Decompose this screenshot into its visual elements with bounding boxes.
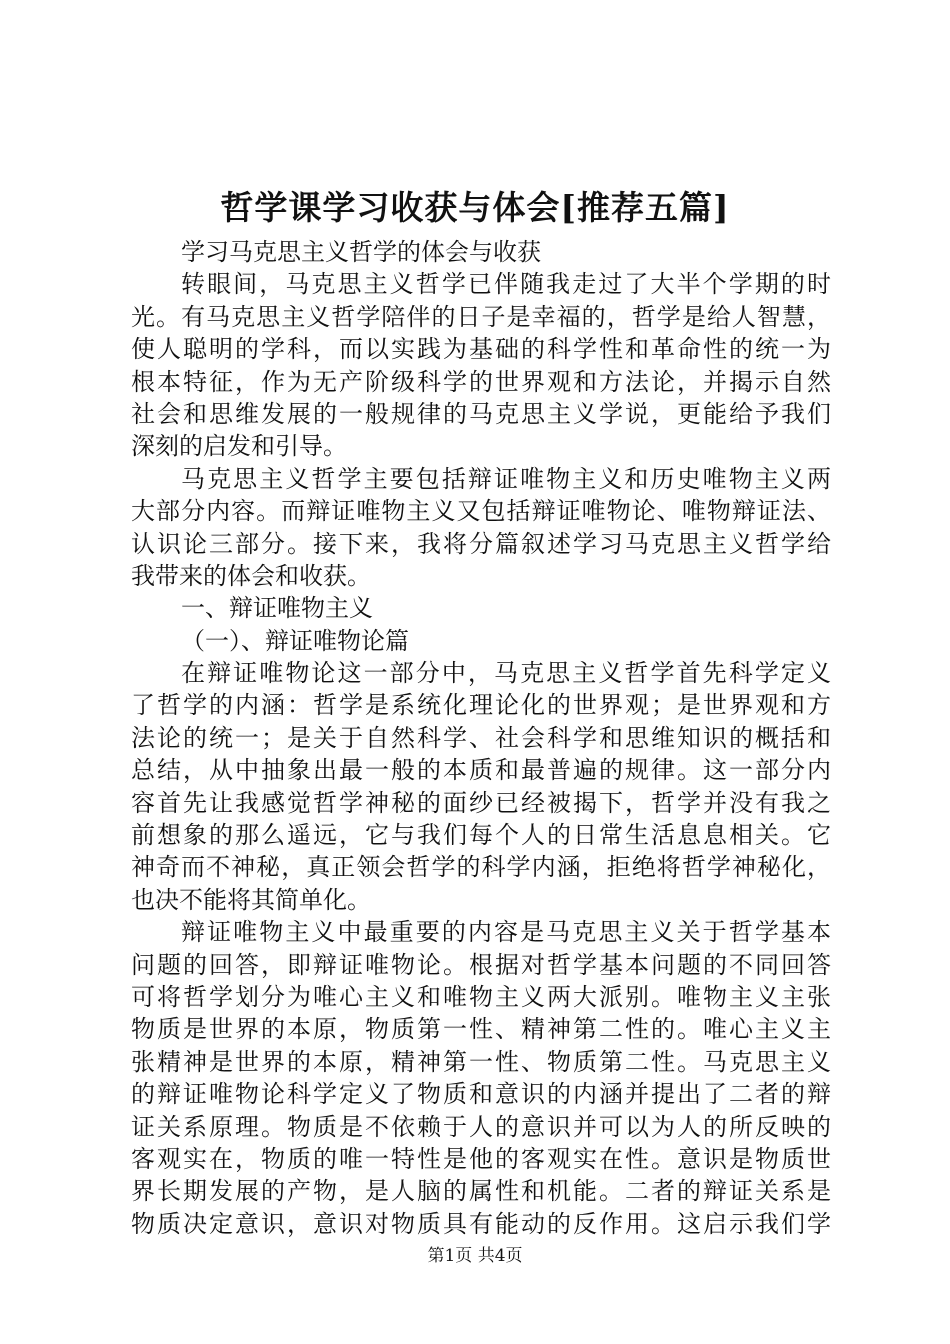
text-line: 在辩证唯物论这一部分中，马克思主义哲学首先科学定义 [181, 659, 831, 688]
text-line: 马克思主义哲学主要包括辩证唯物主义和历史唯物主义两 [181, 464, 831, 493]
text-line: 辩证唯物主义中最重要的内容是马克思主义关于哲学基本 [181, 918, 831, 947]
text-line: 客观实在，物质的唯一特性是他的客观实在性。意识是物质世 [131, 1144, 831, 1173]
text-line: 的辩证唯物论科学定义了物质和意识的内涵并提出了二者的辩 [131, 1080, 831, 1109]
text-line: 也决不能将其简单化。 [131, 885, 371, 914]
text-line: 可将哲学划分为唯心主义和唯物主义两大派别。唯物主义主张 [131, 982, 831, 1011]
text-line: 界长期发展的产物，是人脑的属性和机能。二者的辩证关系是 [131, 1177, 831, 1206]
text-line: 张精神是世界的本原，精神第一性、物质第二性。马克思主义 [131, 1047, 831, 1076]
text-line: 使人聪明的学科，而以实践为基础的科学性和革命性的统一为 [131, 335, 831, 364]
document-title: 哲学课学习收获与体会[推荐五篇] [220, 188, 730, 227]
text-line: 前想象的那么遥远，它与我们每个人的日常生活息息相关。它 [131, 821, 831, 850]
text-line: 神奇而不神秘，真正领会哲学的科学内涵，拒绝将哲学神秘化， [131, 853, 831, 882]
text-line: 光。有马克思主义哲学陪伴的日子是幸福的，哲学是给人智慧， [131, 302, 831, 331]
text-line: 容首先让我感觉哲学神秘的面纱已经被揭下，哲学并没有我之 [131, 788, 831, 817]
text-line: 物质决定意识，意识对物质具有能动的反作用。这启示我们学 [131, 1209, 831, 1238]
text-line: 认识论三部分。接下来，我将分篇叙述学习马克思主义哲学给 [131, 529, 831, 558]
text-line: 法论的统一；是关于自然科学、社会科学和思维知识的概括和 [131, 723, 831, 752]
text-line: 转眼间，马克思主义哲学已伴随我走过了大半个学期的时 [181, 270, 831, 299]
text-line: 我带来的体会和收获。 [131, 561, 371, 590]
document-body [131, 236, 831, 1240]
page-footer: 第1页 共4页 [427, 1246, 523, 1266]
text-line: 问题的回答，即辩证唯物论。根据对哲学基本问题的不同回答 [131, 950, 831, 979]
text-line: 深刻的启发和引导。 [131, 432, 347, 461]
text-line: 社会和思维发展的一般规律的马克思主义学说，更能给予我们 [131, 399, 831, 428]
subsection-heading: （一）、辩证唯物论篇 [181, 626, 409, 655]
section-heading: 一、辩证唯物主义 [181, 594, 373, 623]
text-line: 证关系原理。物质是不依赖于人的意识并可以为人的所反映的 [131, 1112, 831, 1141]
section-heading: 学习马克思主义哲学的体会与收获 [181, 238, 541, 266]
text-line: 根本特征，作为无产阶级科学的世界观和方法论，并揭示自然 [131, 367, 831, 396]
text-line: 物质是世界的本原，物质第一性、精神第二性的。唯心主义主 [131, 1015, 831, 1044]
text-line: 大部分内容。而辩证唯物主义又包括辩证唯物论、唯物辩证法、 [131, 497, 831, 526]
text-line: 总结，从中抽象出最一般的本质和最普遍的规律。这一部分内 [131, 756, 831, 785]
text-line: 了哲学的内涵：哲学是系统化理论化的世界观；是世界观和方 [131, 691, 831, 720]
